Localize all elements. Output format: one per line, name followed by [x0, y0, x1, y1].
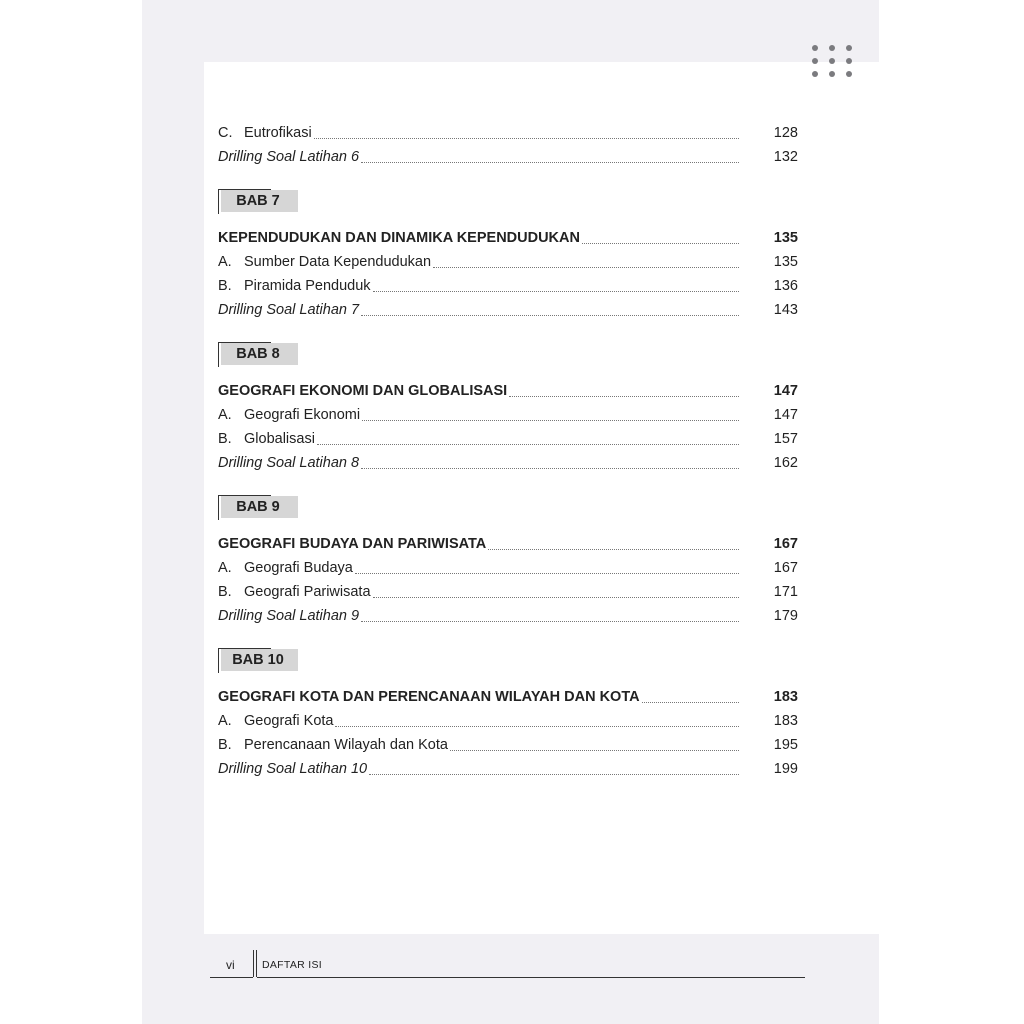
toc-drill-entry[interactable] [218, 452, 798, 472]
entry-page-number: 171 [773, 584, 798, 600]
dot-leader [317, 444, 739, 445]
entry-title: KEPENDUDUKAN DAN DINAMIKA KEPENDUDUKAN [218, 230, 580, 246]
toc-entry[interactable] [218, 404, 798, 424]
chapter-badge-label: BAB 9 [236, 499, 280, 515]
toc-drill-entry[interactable] [218, 299, 798, 319]
entry-page-number: 135 [773, 230, 798, 246]
entry-letter: C. [218, 125, 233, 141]
dot-leader [355, 573, 739, 574]
entry-title: Perencanaan Wilayah dan Kota [244, 737, 448, 753]
entry-page-number: 199 [773, 761, 798, 777]
entry-title: Geografi Pariwisata [244, 584, 371, 600]
dot-leader [642, 702, 739, 703]
entry-title: GEOGRAFI KOTA DAN PERENCANAAN WILAYAH DAN KOTA [218, 689, 640, 705]
chapter-badge-label: BAB 7 [236, 193, 280, 209]
entry-title: Eutrofikasi [244, 125, 312, 141]
page-footer [210, 950, 805, 980]
footer-page-number: vi [226, 958, 235, 972]
entry-letter: B. [218, 278, 232, 294]
dot-leader [509, 396, 739, 397]
toc-entry[interactable] [218, 428, 798, 448]
dot-leader [450, 750, 739, 751]
chapter-badge [218, 189, 298, 213]
entry-title: Globalisasi [244, 431, 315, 447]
entry-page-number: 167 [773, 560, 798, 576]
toc-drill-entry[interactable] [218, 758, 798, 778]
toc-entry[interactable] [218, 710, 798, 730]
toc-entry[interactable] [218, 251, 798, 271]
entry-page-number: 157 [773, 431, 798, 447]
dot-leader [335, 726, 739, 727]
dot-leader [373, 597, 739, 598]
dot-leader [361, 315, 739, 316]
dot-leader [361, 621, 739, 622]
chapter-badge [218, 648, 298, 672]
entry-letter: B. [218, 431, 232, 447]
footer-section-label: DAFTAR ISI [262, 959, 322, 971]
toc-entry[interactable] [218, 581, 798, 601]
dot-leader [361, 162, 739, 163]
entry-letter: A. [218, 407, 232, 423]
entry-letter: A. [218, 713, 232, 729]
dot-leader [582, 243, 739, 244]
entry-letter: A. [218, 254, 232, 270]
entry-letter: B. [218, 737, 232, 753]
dot-leader [373, 291, 739, 292]
dot-leader [369, 774, 739, 775]
dot-leader [314, 138, 739, 139]
chapter-badge-label: BAB 10 [232, 652, 284, 668]
chapter-badge [218, 495, 298, 519]
entry-title: Geografi Ekonomi [244, 407, 361, 423]
entry-page-number: 147 [773, 407, 798, 423]
entry-page-number: 132 [773, 149, 798, 165]
entry-title: Drilling Soal Latihan 10 [218, 761, 368, 777]
entry-title: Geografi Budaya [244, 560, 353, 576]
entry-page-number: 135 [773, 254, 798, 270]
entry-page-number: 143 [773, 302, 798, 318]
chapter-badge-label: BAB 8 [236, 346, 280, 362]
entry-page-number: 147 [773, 383, 798, 399]
dot-leader [488, 549, 739, 550]
entry-letter: B. [218, 584, 232, 600]
entry-page-number: 128 [773, 125, 798, 141]
entry-title: Geografi Kota [244, 713, 334, 729]
dot-leader [361, 468, 739, 469]
entry-page-number: 162 [773, 455, 798, 471]
dot-leader [433, 267, 739, 268]
entry-page-number: 179 [773, 608, 798, 624]
chapter-badge [218, 342, 298, 366]
chapter-title-entry[interactable] [218, 227, 798, 247]
entry-page-number: 195 [773, 737, 798, 753]
entry-page-number: 183 [773, 713, 798, 729]
entry-title: Drilling Soal Latihan 8 [218, 455, 360, 471]
entry-title: GEOGRAFI BUDAYA DAN PARIWISATA [218, 536, 487, 552]
toc-drill-entry[interactable] [218, 146, 798, 166]
entry-letter: A. [218, 560, 232, 576]
toc-entry[interactable] [218, 557, 798, 577]
entry-title: GEOGRAFI EKONOMI DAN GLOBALISASI [218, 383, 508, 399]
entry-title: Drilling Soal Latihan 9 [218, 608, 360, 624]
entry-title: Drilling Soal Latihan 7 [218, 302, 360, 318]
chapter-title-entry[interactable] [218, 380, 798, 400]
chapter-title-entry[interactable] [218, 686, 798, 706]
content-panel [204, 62, 879, 934]
chapter-title-entry[interactable] [218, 533, 798, 553]
entry-title: Sumber Data Kependudukan [244, 254, 432, 270]
entry-page-number: 136 [773, 278, 798, 294]
grid-dots-icon [812, 45, 852, 77]
entry-page-number: 183 [773, 689, 798, 705]
entry-page-number: 167 [773, 536, 798, 552]
entry-title: Piramida Penduduk [244, 278, 371, 294]
toc-entry[interactable] [218, 734, 798, 754]
dot-leader [362, 420, 739, 421]
entry-title: Drilling Soal Latihan 6 [218, 149, 360, 165]
toc-drill-entry[interactable] [218, 605, 798, 625]
toc-entry[interactable] [218, 275, 798, 295]
toc-entry[interactable] [218, 122, 798, 142]
